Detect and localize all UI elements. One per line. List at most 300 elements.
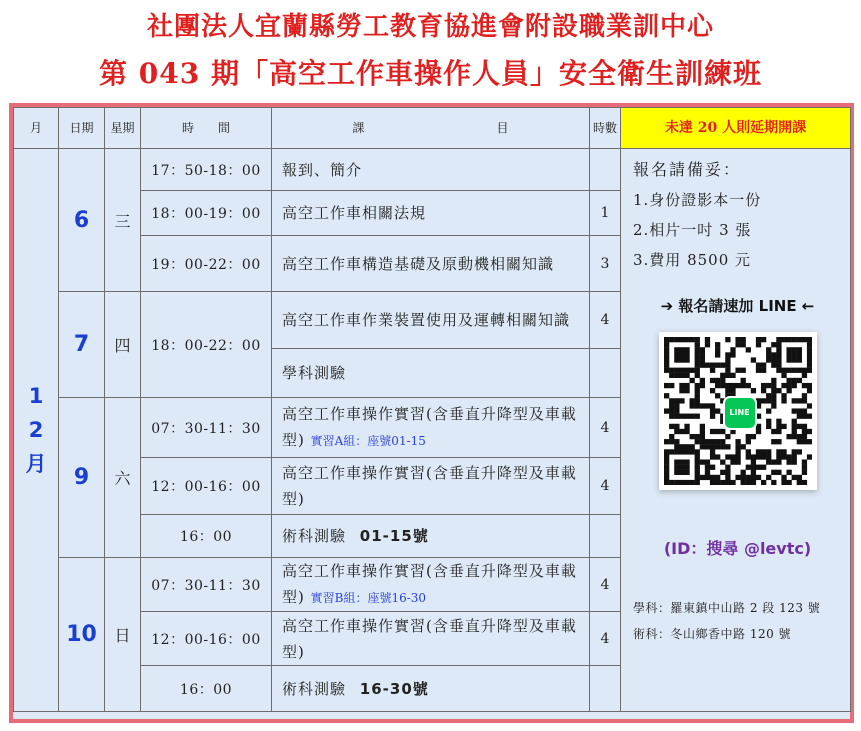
qr-module [806,388,811,393]
qr-module [674,429,679,434]
qr-module [730,373,735,378]
qr-module [699,403,704,408]
qr-module [791,352,796,357]
qr-module [735,383,740,388]
qr-module [669,403,674,408]
qr-module [750,480,755,485]
qr-module [766,459,771,464]
qr-module [791,475,796,480]
time-cell: 07：30-11：30 [141,558,272,612]
qr-module [679,414,684,419]
registration-item: 3.費用 8500 元 [633,251,752,269]
qr-module [796,475,801,480]
qr-module [796,357,801,362]
qr-module [796,434,801,439]
qr-module [720,429,725,434]
qr-module [801,429,806,434]
qr-module [755,368,760,373]
header-hours: 時數 [590,108,621,149]
qr-module [796,408,801,413]
qr-module [806,368,811,373]
time-cell: 17：50-18：00 [141,149,272,191]
qr-module [674,373,679,378]
qr-module [791,337,796,342]
hours-cell: 4 [590,612,621,666]
qr-module [679,429,684,434]
qr-module [699,378,704,383]
qr-module [694,475,699,480]
qr-module [796,378,801,383]
qr-module [760,388,765,393]
qr-module [806,429,811,434]
qr-module [771,388,776,393]
qr-module [684,368,689,373]
qr-module [755,475,760,480]
qr-module [796,352,801,357]
qr-module [664,475,669,480]
qr-module [715,352,720,357]
qr-module [796,368,801,373]
qr-module [801,459,806,464]
qr-module [715,454,720,459]
qr-module [715,363,720,368]
qr-module [674,352,679,357]
qr-module [791,368,796,373]
qr-module [745,454,750,459]
qr-module [674,357,679,362]
qr-module [674,368,679,373]
qr-module [674,337,679,342]
course-cell: 高空工作車操作實習(含垂直升降型及車載型) [272,458,590,515]
qr-module [740,368,745,373]
qr-module [669,480,674,485]
qr-module [735,459,740,464]
qr-module [704,337,709,342]
qr-module [679,398,684,403]
qr-module [801,424,806,429]
practice-address: 術科：冬山鄉香中路 120 號 [633,627,792,641]
qr-module [704,342,709,347]
qr-module [755,429,760,434]
course-cell: 學科測驗 [272,349,590,398]
qr-module [725,383,730,388]
qr-module [745,383,750,388]
qr-module [709,408,714,413]
qr-module [801,470,806,475]
qr-module [776,357,781,362]
qr-module [740,444,745,449]
qr-module [664,368,669,373]
qr-module [766,398,771,403]
qr-module [715,439,720,444]
qr-module [725,465,730,470]
qr-module [781,393,786,398]
qr-module [791,419,796,424]
hours-cell [590,149,621,191]
qr-module [704,459,709,464]
course-cell [272,558,590,612]
line-id: (ID：搜尋 @levtc) [663,539,812,558]
qr-module [786,347,791,352]
qr-module [689,449,694,454]
qr-module [709,475,714,480]
qr-module [669,424,674,429]
qr-module [766,347,771,352]
qr-module [806,342,811,347]
qr-module [679,337,684,342]
qr-module [669,337,674,342]
qr-module [806,439,811,444]
qr-module [730,352,735,357]
address-block [633,595,842,647]
qr-module [674,459,679,464]
qr-module [674,444,679,449]
qr-module [669,368,674,373]
qr-module [796,424,801,429]
header-day: 日期 [59,108,105,149]
qr-module [735,342,740,347]
hours-cell: 1 [590,191,621,236]
qr-module [791,459,796,464]
qr-module [699,439,704,444]
qr-module [730,383,735,388]
qr-module [699,347,704,352]
qr-module [684,337,689,342]
qr-module [689,403,694,408]
qr-module [730,459,735,464]
qr-module [735,454,740,459]
qr-module [704,465,709,470]
qr-module [786,378,791,383]
time-cell: 16：00 [141,666,272,712]
qr-module [694,388,699,393]
qr-module [684,424,689,429]
qr-module [771,363,776,368]
qr-module [720,439,725,444]
qr-module [694,480,699,485]
qr-module [664,383,669,388]
qr-module [801,480,806,485]
qr-module [735,368,740,373]
qr-module [740,378,745,383]
qr-module [771,480,776,485]
qr-module [755,454,760,459]
qr-module [776,449,781,454]
qr-module [679,444,684,449]
qr-module [679,347,684,352]
qr-module [806,363,811,368]
qr-module [699,434,704,439]
qr-module [791,429,796,434]
qr-module [776,368,781,373]
qr-module [740,383,745,388]
course-cell [272,398,590,458]
course-text: 術科測驗 [282,527,347,545]
course-cell [272,515,590,558]
qr-module [664,454,669,459]
table-row [14,149,851,191]
course-text: 術科測驗 [282,679,347,698]
qr-module [689,337,694,342]
qr-module [704,470,709,475]
title-line-1: 社團法人宜蘭縣勞工教育協進會附設職業訓中心 [146,12,714,42]
registration-item: 1.身份證影本一份 [633,191,762,209]
registration-item: 2.相片一吋 3 張 [633,221,752,239]
qr-module [806,357,811,362]
qr-module [806,337,811,342]
hours-cell [590,349,621,398]
qr-module [709,414,714,419]
qr-module [694,368,699,373]
qr-module [689,368,694,373]
qr-module [694,465,699,470]
qr-module [801,408,806,413]
qr-module [735,439,740,444]
qr-module [776,459,781,464]
qr-module [704,439,709,444]
qr-module [694,342,699,347]
qr-module [750,475,755,480]
qr-module [679,388,684,393]
qr-module [806,403,811,408]
qr-module [766,424,771,429]
qr-module [720,378,725,383]
qr-module [699,357,704,362]
qr-module [689,398,694,403]
qr-module [720,383,725,388]
qr-module [776,337,781,342]
qr-module [664,357,669,362]
qr-module [745,449,750,454]
qr-module [674,449,679,454]
qr-module [720,373,725,378]
qr-module [679,449,684,454]
qr-module [796,347,801,352]
qr-module [694,383,699,388]
qr-module [689,480,694,485]
qr-module [664,337,669,342]
qr-module [694,352,699,357]
qr-module [745,439,750,444]
qr-module [684,459,689,464]
qr-module [694,454,699,459]
qr-module [735,337,740,342]
qr-module [791,398,796,403]
hours-cell: 4 [590,558,621,612]
qr-module [771,403,776,408]
qr-module [771,470,776,475]
qr-module [669,373,674,378]
qr-module [669,383,674,388]
qr-module [684,347,689,352]
qr-module [786,368,791,373]
qr-module [669,414,674,419]
qr-module [750,357,755,362]
qr-module [745,434,750,439]
qr-module [720,470,725,475]
exam-seat-range: 01-15號 [359,527,429,545]
qr-module [766,393,771,398]
title-line-2: 第 043 期「高空工作車操作人員」安全衛生訓練班 [99,57,762,90]
qr-module [709,363,714,368]
qr-module [801,383,806,388]
qr-module [776,439,781,444]
qr-module [684,429,689,434]
qr-module [684,465,689,470]
qr-module [791,454,796,459]
qr-module [776,363,781,368]
qr-module [709,444,714,449]
qr-module [760,465,765,470]
qr-module [699,475,704,480]
qr-module [786,480,791,485]
qr-module [699,444,704,449]
qr-module [664,363,669,368]
qr-module [694,434,699,439]
qr-module [750,434,755,439]
qr-module [694,398,699,403]
qr-module [801,337,806,342]
qr-module [674,408,679,413]
qr-module [781,424,786,429]
qr-module [781,454,786,459]
line-qr-code[interactable] [659,332,817,490]
qr-module [709,449,714,454]
qr-module [740,342,745,347]
hours-cell: 4 [590,398,621,458]
qr-module [709,388,714,393]
qr-module [694,449,699,454]
qr-module [709,403,714,408]
qr-module [725,480,730,485]
course-text: 高空工作車操作實習(含垂直升降型及車載型) [282,562,577,606]
qr-module [801,434,806,439]
qr-module [694,403,699,408]
qr-module [806,352,811,357]
qr-module [715,347,720,352]
qr-module [771,383,776,388]
exam-seat-range: 16-30號 [359,679,429,698]
time-cell: 18：00-22：00 [141,292,272,398]
qr-module [766,408,771,413]
qr-module [781,368,786,373]
qr-module [806,414,811,419]
qr-module [699,424,704,429]
qr-module [796,414,801,419]
qr-module [786,388,791,393]
qr-module [750,470,755,475]
qr-module [801,393,806,398]
qr-module [689,378,694,383]
qr-module [699,352,704,357]
qr-module [725,352,730,357]
qr-module [760,398,765,403]
qr-module [740,475,745,480]
qr-module [699,383,704,388]
qr-module [715,342,720,347]
qr-module [664,480,669,485]
qr-module [704,363,709,368]
qr-module [669,449,674,454]
qr-module [709,465,714,470]
time-cell: 12：00-16：00 [141,612,272,666]
month-value: 12月 [25,384,47,476]
header-month: 月 [14,108,59,149]
qr-module [715,480,720,485]
qr-module [796,337,801,342]
qr-module [801,368,806,373]
qr-module [791,424,796,429]
weekday-cell: 日 [105,558,141,712]
qr-module [750,388,755,393]
qr-module [715,475,720,480]
time-cell: 12：00-16：00 [141,458,272,515]
qr-module [771,357,776,362]
qr-module [679,383,684,388]
qr-module [694,363,699,368]
hours-cell: 3 [590,236,621,292]
qr-module [796,398,801,403]
qr-module [715,444,720,449]
qr-module [669,434,674,439]
enrollment-notice: 未達 20 人則延期開課 [621,108,851,149]
qr-module [766,449,771,454]
qr-module [684,449,689,454]
qr-module [760,449,765,454]
qr-module [771,398,776,403]
qr-module [669,398,674,403]
qr-module [664,470,669,475]
qr-module [755,449,760,454]
qr-module [725,337,730,342]
qr-module [740,337,745,342]
course-cell: 高空工作車構造基礎及原動機相關知識 [272,236,590,292]
qr-module [715,383,720,388]
qr-module [735,475,740,480]
qr-module [760,337,765,342]
course-cell: 高空工作車作業裝置使用及運轉相關知識 [272,292,590,349]
qr-module [766,475,771,480]
qr-module [776,347,781,352]
qr-module [791,449,796,454]
practice-group-note: 實習B組：座號16-30 [310,591,427,605]
qr-module [730,347,735,352]
qr-module [801,398,806,403]
qr-module [776,424,781,429]
qr-module [760,480,765,485]
qr-module [786,459,791,464]
qr-module [755,342,760,347]
qr-module [725,454,730,459]
qr-module [730,480,735,485]
qr-module [776,470,781,475]
qr-module [750,459,755,464]
qr-module [781,475,786,480]
qr-module [699,459,704,464]
hours-cell [590,666,621,712]
qr-module [791,347,796,352]
qr-module [771,393,776,398]
registration-title: 報名請備妥： [633,160,742,179]
qr-module [760,383,765,388]
qr-module [725,388,730,393]
course-cell: 高空工作車操作實習(含垂直升降型及車載型) [272,612,590,666]
qr-module [786,337,791,342]
qr-module [684,388,689,393]
course-text: 高空工作車操作實習(含垂直升降型及車載型) [282,405,577,449]
header-course: 課 目 [272,108,590,149]
schedule-table [13,107,851,712]
